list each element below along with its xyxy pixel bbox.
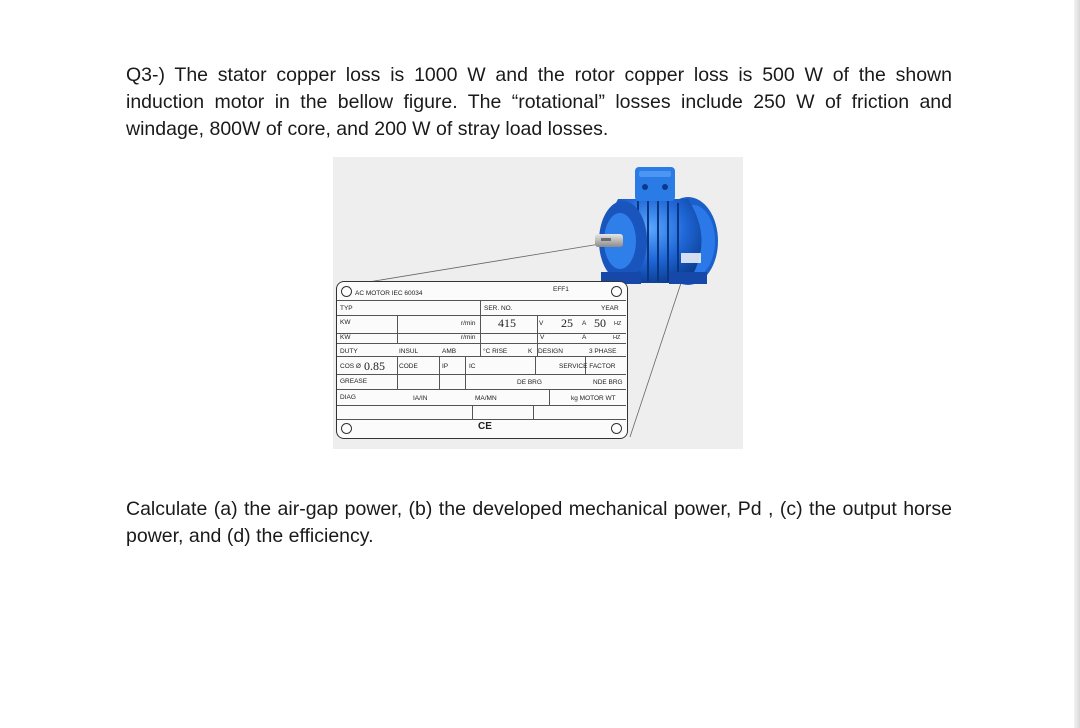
plate-diag: DIAG xyxy=(340,394,356,401)
plate-ic: IC xyxy=(469,363,476,370)
plate-frequency: 50 xyxy=(594,316,606,330)
mounting-hole xyxy=(611,423,622,434)
mounting-hole xyxy=(611,286,622,297)
plate-rmin-1: r/min xyxy=(461,320,476,327)
question-intro: Q3-) The stator copper loss is 1000 W and the rotor copper loss is 500 W of the shown induction motor in the bellow figure. The “rotational” losses include 250 W of friction and windage, 800W of core, and 200 W of stray load losses. xyxy=(126,64,952,140)
plate-typ: TYP xyxy=(340,305,353,312)
plate-a-2: A xyxy=(582,334,587,341)
plate-v-2: V xyxy=(540,334,545,341)
plate-de-brg: DE BRG xyxy=(517,379,542,386)
plate-rise: °C RISE xyxy=(483,348,508,355)
plate-design: DESIGN xyxy=(538,348,563,355)
plate-eff: EFF1 xyxy=(553,286,569,293)
plate-v-1: V xyxy=(539,320,544,327)
plate-grease: GREASE xyxy=(340,378,368,385)
plate-ip: IP xyxy=(442,363,449,370)
plate-code: CODE xyxy=(399,363,418,370)
plate-a-1: A xyxy=(582,320,587,327)
question-task: Calculate (a) the air-gap power, (b) the developed mechanical power, Pd , (c) the output horse power, and (d) the efficiency. xyxy=(126,498,952,547)
mounting-hole xyxy=(341,286,352,297)
plate-kw-1: KW xyxy=(340,319,351,326)
plate-cos-label: COS Ø xyxy=(340,363,361,370)
plate-ia-in: IA/IN xyxy=(413,395,428,402)
plate-kw-2: KW xyxy=(340,334,351,341)
page-edge xyxy=(1074,0,1080,728)
plate-motor-wt: kg MOTOR WT xyxy=(571,395,616,402)
ce-mark: CE xyxy=(478,421,492,432)
plate-year: YEAR xyxy=(601,305,619,312)
plate-phase: 3 PHASE xyxy=(589,348,617,355)
motor-figure xyxy=(333,157,743,449)
plate-nde-brg: NDE BRG xyxy=(593,379,623,386)
plate-hz-2: HZ xyxy=(613,335,621,341)
plate-service-factor: SERVICE FACTOR xyxy=(559,363,616,370)
motor-body xyxy=(595,167,718,285)
motor-nameplate xyxy=(336,281,628,439)
plate-cos-value: 0.85 xyxy=(364,359,385,373)
plate-ma-mn: MA/MN xyxy=(475,395,497,402)
plate-voltage: 415 xyxy=(498,316,516,330)
plate-ser-no: SER. NO. xyxy=(484,305,513,312)
plate-duty: DUTY xyxy=(340,348,358,355)
plate-insul: INSUL xyxy=(399,348,419,355)
leader-line-bottom xyxy=(630,271,685,437)
mounting-hole xyxy=(341,423,352,434)
plate-amb: AMB xyxy=(442,348,457,355)
plate-hz-1: HZ xyxy=(614,321,622,327)
plate-current: 25 xyxy=(561,316,573,330)
plate-k: K xyxy=(528,348,533,355)
plate-rmin-2: r/min xyxy=(461,334,476,341)
plate-title: AC MOTOR IEC 60034 xyxy=(355,290,423,297)
